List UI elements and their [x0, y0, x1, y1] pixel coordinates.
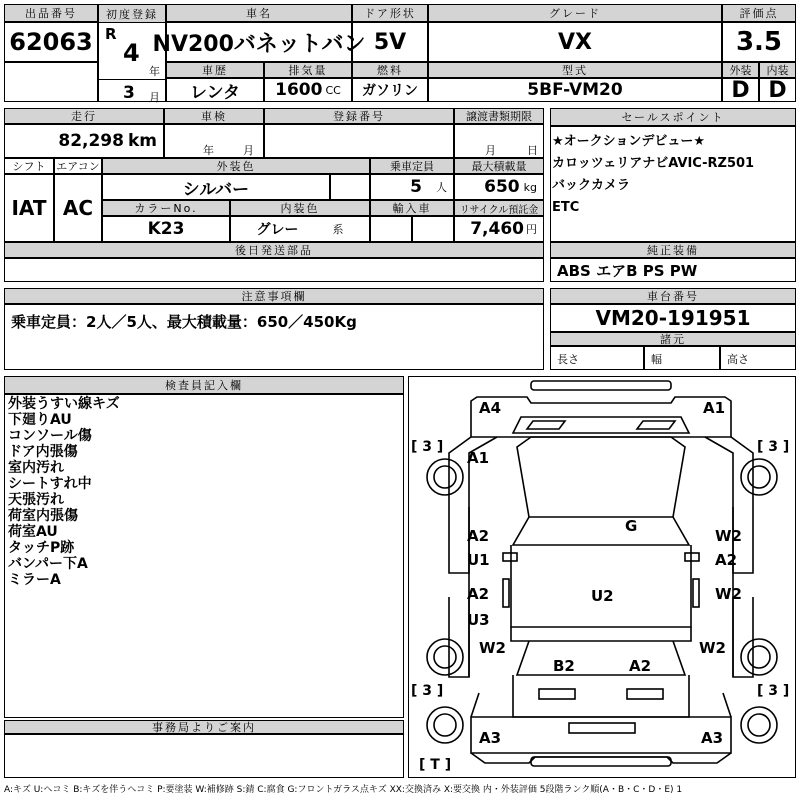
kg-unit: kg: [523, 180, 537, 194]
damage-mark: A3: [701, 729, 724, 747]
car-outline: [409, 377, 795, 777]
damage-mark: G: [625, 517, 638, 535]
damage-mark: W2: [479, 639, 506, 657]
damage-mark: A4: [479, 399, 502, 417]
capacity-box: [370, 174, 454, 200]
interior-score: D: [759, 78, 796, 102]
inspector-note: コンソール傷: [8, 428, 92, 444]
int-color-box: [230, 216, 370, 242]
reg-no-box: [264, 124, 454, 158]
ext-color-extra: [330, 174, 370, 200]
person-unit: 人: [436, 181, 447, 194]
inspector-note: 下廻りAU: [8, 412, 72, 428]
tire-grade-rear-left: [ 3 ]: [411, 683, 444, 699]
km-unit: km: [127, 131, 157, 151]
recycle-box: [454, 216, 544, 242]
damage-mark: B2: [553, 657, 575, 675]
recycle-value: 7,460: [470, 219, 524, 239]
import-box-1: [370, 216, 412, 242]
year-value: 4: [123, 39, 140, 67]
inspector-note: 室内汚れ: [8, 460, 64, 476]
car-name-header: 車名: [166, 4, 352, 22]
later-parts-body: [4, 258, 544, 282]
doc-day-unit: 日: [527, 144, 538, 157]
damage-mark: A1: [703, 399, 726, 417]
reg-no-header: 登録番号: [264, 108, 454, 124]
interior-header: 内装: [759, 62, 796, 78]
office-header: 事務局よりご案内: [4, 720, 404, 734]
damage-mark: W2: [699, 639, 726, 657]
inspector-note: ドア内張傷: [8, 444, 78, 460]
max-load-box: [454, 174, 544, 200]
damage-mark: U3: [467, 611, 490, 629]
grade-header: グレード: [428, 4, 722, 22]
caution-text: 乗車定員：2人／5人、最大積載量：650／450Kg: [11, 313, 357, 331]
sales-point-body: [550, 126, 796, 242]
score-header: 評価点: [722, 4, 796, 22]
inspector-note: バンパー下A: [8, 556, 88, 572]
lot-no-header: 出品番号: [4, 4, 98, 22]
tire-grade-rear-right: [ 3 ]: [757, 683, 790, 699]
car-name-value: NV200バネットバン: [166, 22, 352, 62]
history-header: 車歴: [166, 62, 264, 78]
displacement-box: [264, 78, 352, 102]
inspector-note: タッチP跡: [8, 540, 75, 556]
int-color-header: 内装色: [230, 200, 370, 216]
import-box-2: [412, 216, 454, 242]
inspection-box: [164, 124, 264, 158]
door-value: 5V: [352, 22, 428, 62]
history-value: レンタ: [166, 78, 264, 102]
genuine-header: 純正装備: [550, 242, 796, 258]
damage-mark: A1: [467, 449, 490, 467]
tire-grade-front-right: [ 3 ]: [757, 439, 790, 455]
aircon-value: AC: [54, 174, 102, 242]
inspector-note: 外装うすい線キズ: [8, 396, 120, 412]
height-label: 高さ: [720, 346, 796, 370]
inspector-note: ミラーA: [8, 572, 61, 588]
exterior-header: 外装: [722, 62, 759, 78]
later-parts-header: 後日発送部品: [4, 242, 544, 258]
displacement-value: 1600: [275, 80, 323, 100]
damage-mark: U1: [467, 551, 490, 569]
aircon-header: エアコン: [54, 158, 102, 174]
damage-mark: A2: [629, 657, 652, 675]
inspector-note: 天張汚れ: [8, 492, 64, 508]
damage-mark: A3: [479, 729, 502, 747]
sales-point-header: セールスポイント: [550, 108, 796, 126]
legend-text: A:キズ U:ヘコミ B:キズを伴うヘコミ P:要塗装 W:補修跡 S:錆 C:腐食 G:フロントガラス点キズ XX:交換済み X:要交換 内・外装評価 5段階ランク順(A・B・C・D・E) 1: [4, 785, 683, 795]
length-label: 長さ: [550, 346, 644, 370]
max-load-value: 650: [484, 177, 520, 197]
max-load-header: 最大積載量: [454, 158, 544, 174]
year-unit: 年: [149, 65, 160, 78]
inspector-body: [4, 394, 404, 718]
shift-value: IAT: [4, 174, 54, 242]
score-value: 3.5: [722, 22, 796, 62]
cc-unit: CC: [325, 83, 341, 97]
damage-mark: W2: [715, 585, 742, 603]
door-header: ドア形状: [352, 4, 428, 22]
doc-month-unit: 月: [485, 144, 496, 157]
damage-mark: W2: [715, 527, 742, 545]
damage-mark: A2: [467, 527, 490, 545]
fuel-header: 燃料: [352, 62, 428, 78]
shift-header: シフト: [4, 158, 54, 174]
caution-header: 注意事項欄: [4, 288, 544, 304]
sales-point-item: ETC: [552, 200, 580, 215]
color-no-value: K23: [102, 216, 230, 242]
damage-mark: A2: [715, 551, 738, 569]
dimensions-header: 諸元: [550, 332, 796, 346]
ext-color-value: シルバー: [102, 174, 330, 200]
mileage-value: 82,298: [58, 131, 124, 151]
kei-unit: 系: [332, 223, 344, 236]
mileage-header: 走行: [4, 108, 164, 124]
damage-mark: U2: [591, 587, 614, 605]
model-header: 型式: [428, 62, 722, 78]
transfer-doc-box: [454, 124, 544, 158]
insp-year-unit: 年: [203, 144, 214, 157]
tire-grade-front-left: [ 3 ]: [411, 439, 444, 455]
inspector-notes-list: [8, 396, 120, 588]
yen-unit: 円: [526, 223, 537, 236]
ext-color-header: 外装色: [102, 158, 370, 174]
genuine-value: ABS エアB PS PW: [550, 258, 796, 282]
fuel-value: ガソリン: [352, 78, 428, 102]
width-label: 幅: [644, 346, 720, 370]
sales-point-item: カロッツェリアナビAVIC-RZ501: [552, 156, 755, 171]
sales-point-item: バックカメラ: [552, 178, 631, 193]
recycle-header: リサイクル預託金: [454, 200, 544, 216]
chassis-value: VM20-191951: [550, 304, 796, 332]
inspection-header: 車検: [164, 108, 264, 124]
grade-value: VX: [428, 22, 722, 62]
insp-month-unit: 月: [243, 144, 254, 157]
int-color-value: グレー: [256, 222, 299, 238]
inspector-note: 荷室AU: [8, 524, 58, 540]
first-reg-header: 初度登録: [98, 4, 166, 23]
exterior-score: D: [722, 78, 759, 102]
car-diagram: [408, 376, 796, 778]
model-value: 5BF-VM20: [428, 78, 722, 102]
lot-no-value: 62063: [4, 22, 98, 62]
caution-body: [4, 304, 544, 370]
mileage-box: [4, 124, 164, 158]
color-no-header: カラーNo.: [102, 200, 230, 216]
displacement-header: 排気量: [264, 62, 352, 78]
chassis-header: 車台番号: [550, 288, 796, 304]
capacity-value: 5: [410, 177, 422, 197]
inspector-note: シートすれ中: [8, 476, 92, 492]
import-header: 輸入車: [370, 200, 454, 216]
office-body: [4, 734, 404, 778]
era-value: R: [105, 25, 117, 43]
lot-no-blank: [4, 62, 98, 102]
transfer-doc-header: 譲渡書類期限: [454, 108, 544, 124]
capacity-header: 乗車定員: [370, 158, 454, 174]
month-unit: 月: [149, 91, 160, 104]
inspector-header: 検査員記入欄: [4, 376, 404, 394]
damage-mark: A2: [467, 585, 490, 603]
inspector-note: 荷室内張傷: [8, 508, 78, 524]
sales-point-item: ★オークションデビュー★: [552, 134, 706, 149]
month-value: 3: [123, 83, 135, 103]
tire-grade-spare: [ T ]: [419, 757, 452, 773]
